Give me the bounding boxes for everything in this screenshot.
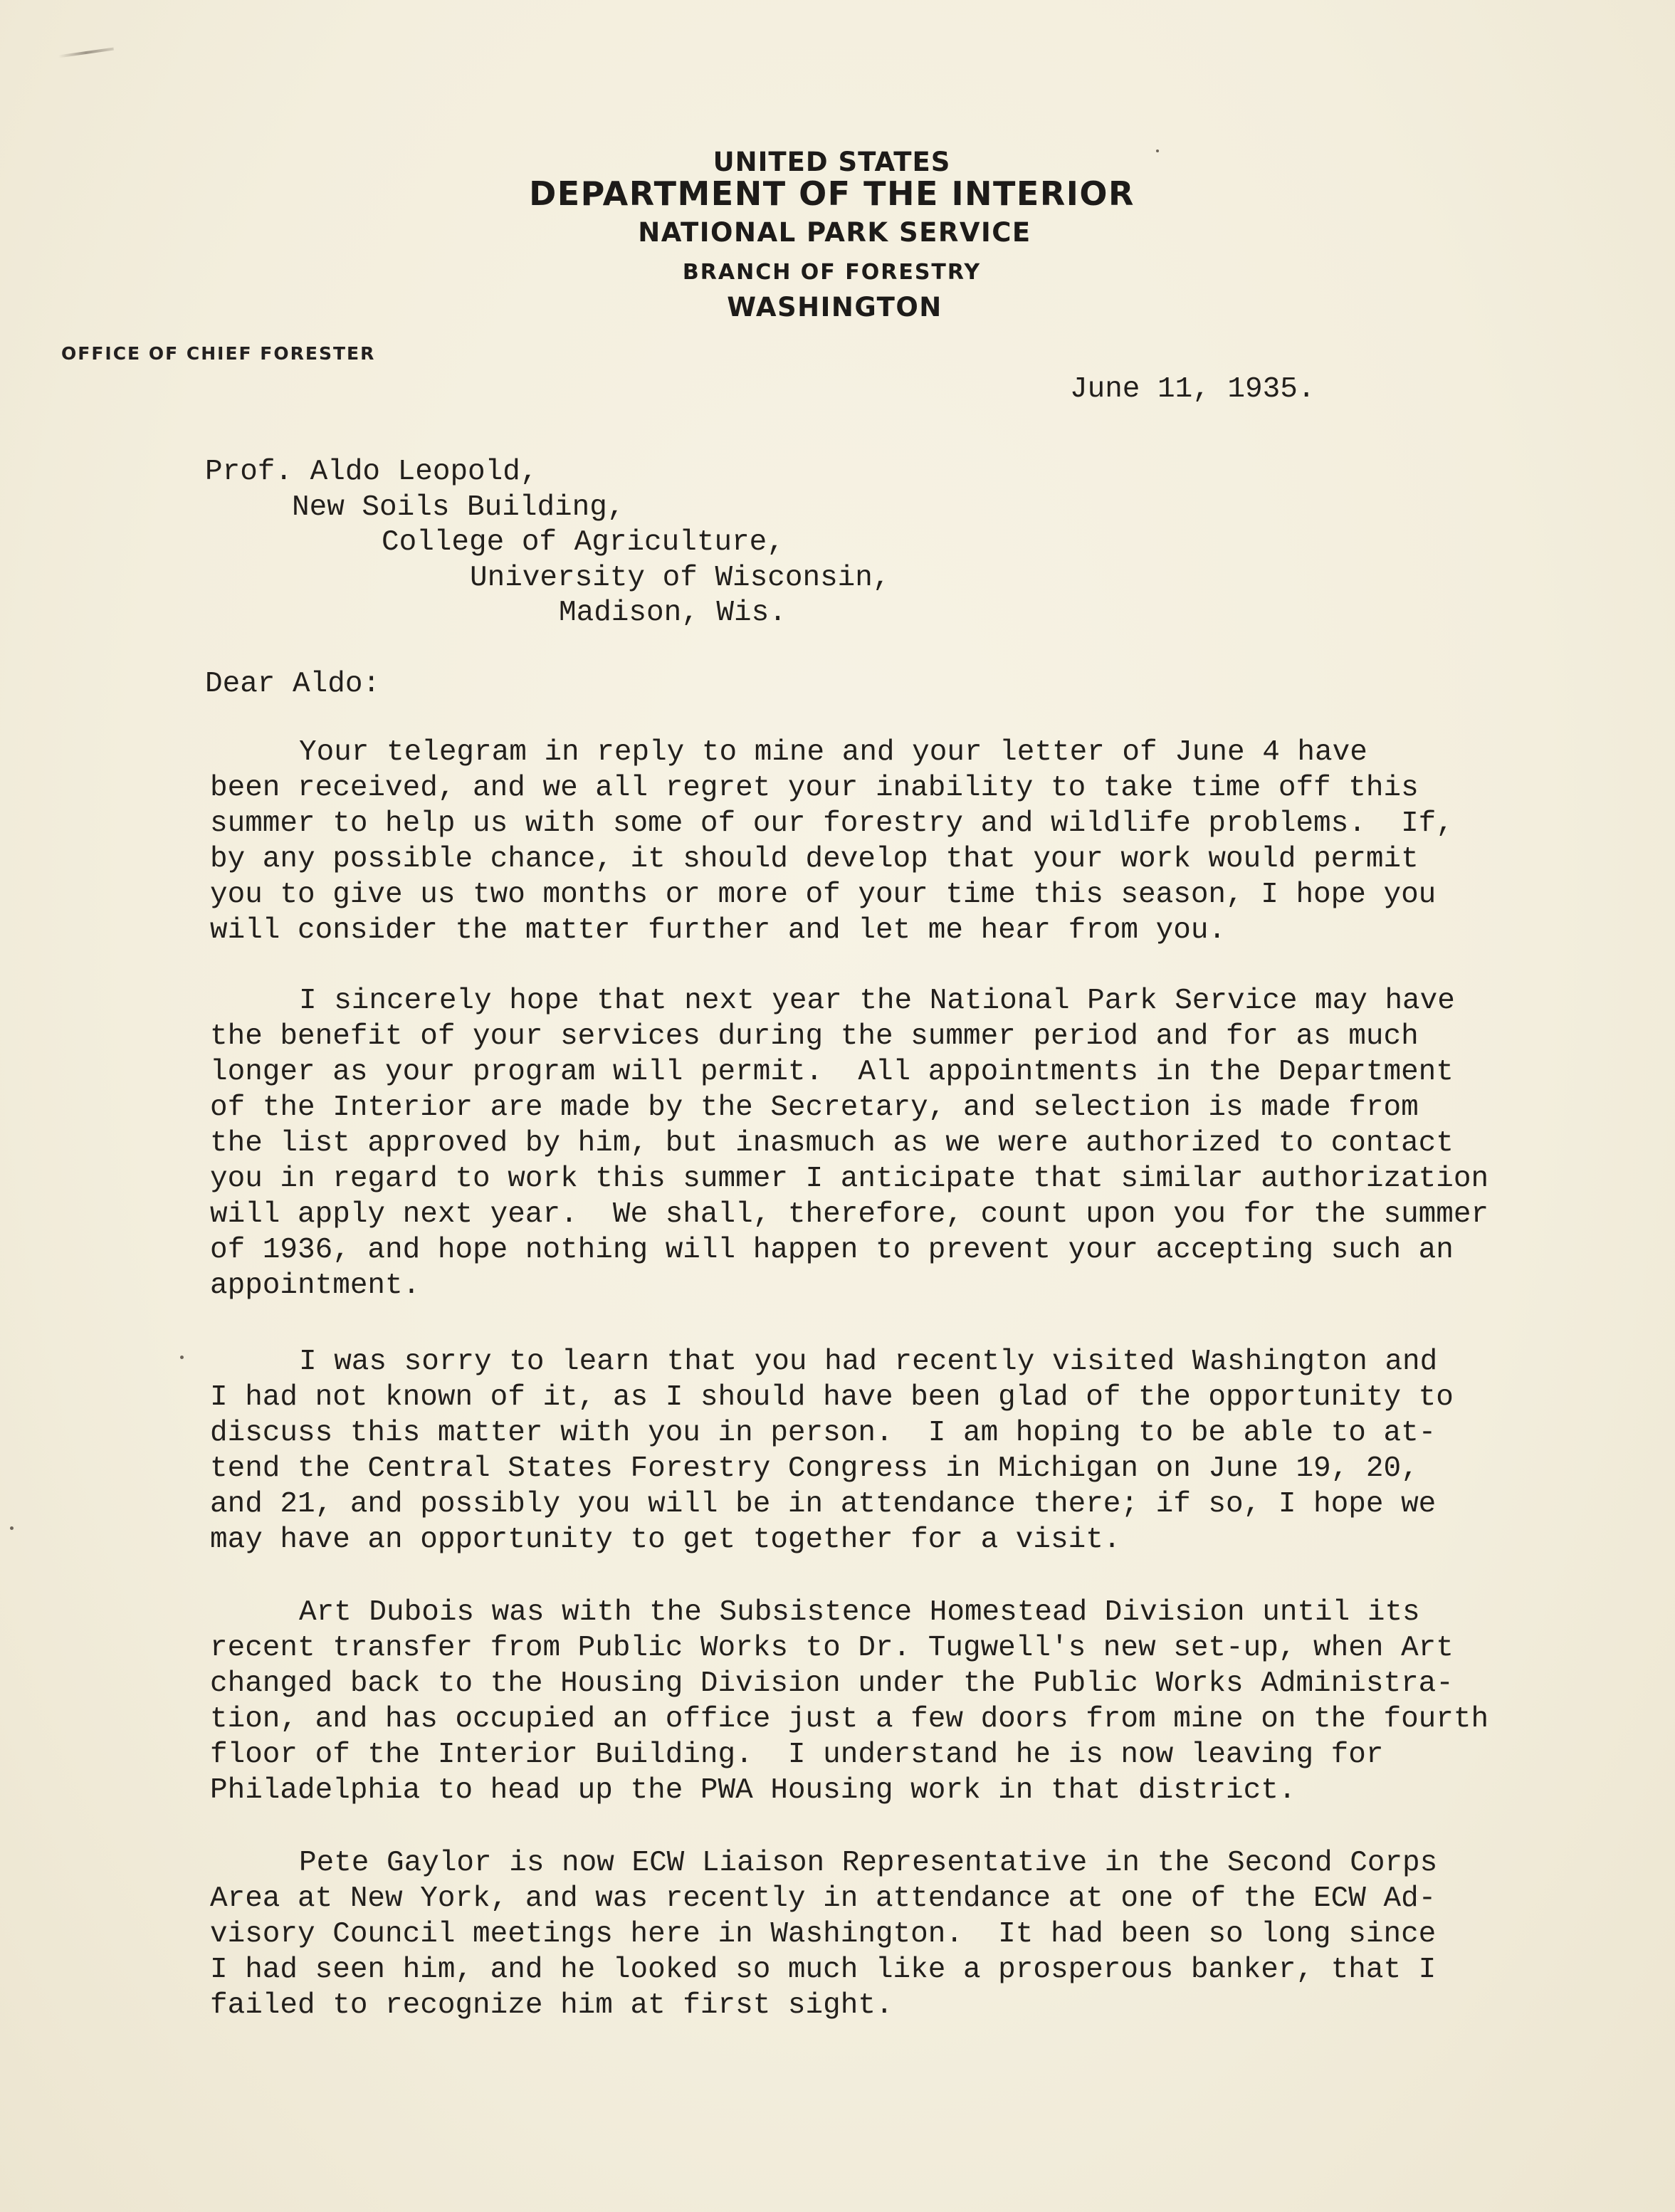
paragraph-line: of the Interior are made by the Secretary, and selection is made from bbox=[210, 1091, 1419, 1124]
paragraph-line: summer to help us with some of our forestry and wildlife problems. If, bbox=[210, 807, 1454, 840]
paper-mark bbox=[58, 48, 114, 58]
address-line: College of Agriculture, bbox=[382, 526, 784, 559]
paragraph-line: I had not known of it, as I should have been glad of the opportunity to bbox=[210, 1381, 1454, 1414]
address-line: New Soils Building, bbox=[292, 491, 625, 524]
paragraph-line: I had seen him, and he looked so much like a prosperous banker, that I bbox=[210, 1954, 1437, 1986]
paragraph-line: I was sorry to learn that you had recently visited Washington and bbox=[299, 1346, 1438, 1378]
paragraph-4 bbox=[210, 1595, 1541, 1808]
paragraph-line: will apply next year. We shall, therefore, count upon you for the summer bbox=[210, 1198, 1489, 1231]
paragraph-line: floor of the Interior Building. I understand he is now leaving for bbox=[210, 1739, 1384, 1771]
paragraph-line: the benefit of your services during the summer period and for as much bbox=[210, 1020, 1419, 1053]
paragraph-line: you to give us two months or more of your time this season, I hope you bbox=[210, 879, 1437, 911]
paragraph-line: the list approved by him, but inasmuch as we were authorized to contact bbox=[210, 1127, 1454, 1160]
letterhead-united-states: UNITED STATES bbox=[713, 147, 951, 177]
paragraph-line: by any possible chance, it should develop that your work would permit bbox=[210, 843, 1419, 876]
paragraph-line: may have an opportunity to get together for a visit. bbox=[210, 1524, 1121, 1556]
letterhead-department: DEPARTMENT OF THE INTERIOR bbox=[529, 174, 1135, 213]
paragraph-line: longer as your program will permit. All appointments in the Department bbox=[210, 1056, 1454, 1089]
paragraph-3 bbox=[210, 1344, 1541, 1558]
paragraph-line: Art Dubois was with the Subsistence Homestead Division until its bbox=[299, 1596, 1420, 1629]
letterhead-branch: BRANCH OF FORESTRY bbox=[682, 260, 982, 285]
paragraph-line: tion, and has occupied an office just a few doors from mine on the fourth bbox=[210, 1703, 1489, 1736]
salutation: Dear Aldo: bbox=[205, 668, 381, 701]
paragraph-line: discuss this matter with you in person. I am hoping to be able to at- bbox=[210, 1417, 1437, 1450]
office-line: OFFICE OF CHIEF FORESTER bbox=[61, 343, 376, 364]
address-line: University of Wisconsin, bbox=[470, 562, 891, 594]
paragraph-5 bbox=[210, 1845, 1541, 2023]
paragraph-line: Area at New York, and was recently in attendance at one of the ECW Ad- bbox=[210, 1882, 1437, 1915]
paper-speck bbox=[180, 1356, 184, 1359]
paragraph-line: Your telegram in reply to mine and your letter of June 4 have bbox=[299, 736, 1367, 769]
paragraph-1 bbox=[210, 735, 1541, 948]
paragraph-line: will consider the matter further and let me hear from you. bbox=[210, 914, 1227, 947]
letter-date: June 11, 1935. bbox=[1070, 373, 1316, 406]
paragraph-line: changed back to the Housing Division under the Public Works Administra- bbox=[210, 1667, 1454, 1700]
paper-speck bbox=[10, 1526, 14, 1530]
letterhead-city: WASHINGTON bbox=[727, 292, 942, 323]
paragraph-line: appointment. bbox=[210, 1269, 421, 1302]
letterhead-national-park-service: NATIONAL PARK SERVICE bbox=[638, 217, 1031, 248]
paragraph-line: Pete Gaylor is now ECW Liaison Representative in the Second Corps bbox=[299, 1847, 1438, 1880]
paragraph-2 bbox=[210, 983, 1541, 1304]
paragraph-line: visory Council meetings here in Washington. It had been so long since bbox=[210, 1918, 1437, 1951]
paragraph-line: failed to recognize him at first sight. bbox=[210, 1989, 893, 2022]
paragraph-line: you in regard to work this summer I anticipate that similar authorization bbox=[210, 1163, 1489, 1195]
address-line: Madison, Wis. bbox=[559, 597, 787, 629]
paragraph-line: recent transfer from Public Works to Dr. Tugwell's new set-up, when Art bbox=[210, 1632, 1454, 1665]
paragraph-line: I sincerely hope that next year the National Park Service may have bbox=[299, 985, 1455, 1017]
address-line: Prof. Aldo Leopold, bbox=[205, 456, 538, 488]
paragraph-line: Philadelphia to head up the PWA Housing work in that district. bbox=[210, 1774, 1296, 1807]
paragraph-line: of 1936, and hope nothing will happen to prevent your accepting such an bbox=[210, 1234, 1454, 1267]
paragraph-line: and 21, and possibly you will be in attendance there; if so, I hope we bbox=[210, 1488, 1437, 1521]
paragraph-line: tend the Central States Forestry Congress in Michigan on June 19, 20, bbox=[210, 1452, 1419, 1485]
paragraph-line: been received, and we all regret your inability to take time off this bbox=[210, 772, 1419, 804]
